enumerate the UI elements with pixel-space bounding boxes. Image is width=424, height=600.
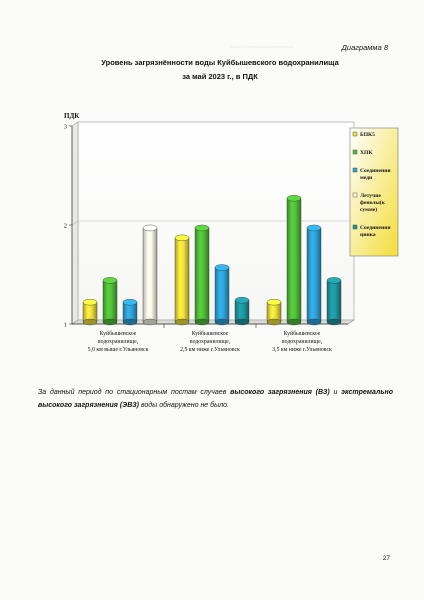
footnote-evz-term: экстремально высокого загрязнения (ЭВЗ) xyxy=(38,389,393,409)
bar-top xyxy=(83,299,97,305)
x-category-label: 3,5 км ниже г.Ульяновск xyxy=(272,347,332,353)
bar-хпк xyxy=(195,225,209,325)
y-tick-label: 2 xyxy=(63,222,67,230)
bar-base xyxy=(327,319,341,325)
footnote-part-2: и xyxy=(329,389,342,396)
bar-base xyxy=(143,319,157,325)
legend-label: сумме) xyxy=(360,207,378,213)
bar-body xyxy=(327,280,341,322)
bar-бпк5 xyxy=(175,235,189,325)
bar-body xyxy=(235,300,249,322)
bar-base xyxy=(83,319,97,325)
legend-label: ХПК xyxy=(360,150,373,156)
bar-body xyxy=(143,228,157,322)
footnote-paragraph xyxy=(38,386,393,412)
legend-label: фенолы(к xyxy=(360,200,385,206)
legend-swatch xyxy=(353,225,357,229)
x-category-label: водохранилище, xyxy=(281,339,323,345)
bar-top xyxy=(215,265,229,271)
bar-соединения-меди xyxy=(307,225,321,325)
diagram-number: Диаграмма 8 xyxy=(341,43,388,52)
y-tick-label: 1 xyxy=(63,321,67,329)
bar-top xyxy=(327,277,341,283)
legend-swatch xyxy=(353,193,357,197)
bar-хпк xyxy=(103,277,117,325)
bar-body xyxy=(215,268,229,322)
bar-top xyxy=(175,235,189,241)
x-category-label: водохранилище, xyxy=(97,339,139,345)
x-category-label: 2,5 км ниже г.Ульяновск xyxy=(180,347,240,353)
bar-соединения-меди xyxy=(215,265,229,325)
legend-swatch xyxy=(353,168,357,172)
bar-base xyxy=(195,319,209,325)
bar-base xyxy=(307,319,321,325)
bar-летучие-фенолы-к-сумме- xyxy=(143,225,157,325)
bar-бпк5 xyxy=(83,299,97,325)
bar-top xyxy=(103,277,117,283)
legend-label: Соединения xyxy=(360,168,391,174)
bar-top xyxy=(287,195,301,201)
legend-label: цинка xyxy=(360,232,376,238)
bar-top xyxy=(307,225,321,231)
bar-base xyxy=(175,319,189,325)
legend-label: Соединения xyxy=(360,225,391,231)
bar-base xyxy=(235,319,249,325)
bar-base xyxy=(215,319,229,325)
footnote-vz-term: высокого загрязнения (ВЗ) xyxy=(230,389,330,396)
bleed-through-text: ~~~~~~~~~~~~~~~~~~ xyxy=(230,45,294,51)
bar-base xyxy=(103,319,117,325)
bar-body xyxy=(287,198,301,322)
bar-соединения-цинка xyxy=(235,297,249,325)
x-category-label: водохранилище, xyxy=(189,339,231,345)
bar-body xyxy=(307,228,321,322)
bar-base xyxy=(267,319,281,325)
bar-top xyxy=(143,225,157,231)
bar-соединения-меди xyxy=(123,299,137,325)
x-category-label: Куйбышевское xyxy=(283,331,321,337)
bar-top xyxy=(195,225,209,231)
legend-swatch xyxy=(353,150,357,154)
bar-top xyxy=(235,297,249,303)
bar-хпк xyxy=(287,195,301,325)
y-tick-label: 3 xyxy=(63,123,67,131)
bar-body xyxy=(195,228,209,322)
legend-label: Летучие xyxy=(360,193,381,199)
bar-base xyxy=(123,319,137,325)
x-category-label: Куйбышевское xyxy=(191,331,229,337)
x-category-label: Куйбышевское xyxy=(99,331,137,337)
y-axis-label: ПДК xyxy=(64,112,80,120)
chart-subtitle: за май 2023 г., в ПДК xyxy=(182,72,258,81)
legend-swatch xyxy=(353,132,357,136)
bar-top xyxy=(123,299,137,305)
legend-label: меди xyxy=(360,175,373,181)
chart-title: Уровень загрязнённости воды Куйбышевского водохранилища xyxy=(101,58,339,67)
footnote-part-1: За данный период по стационарным постам случаев xyxy=(38,389,231,396)
legend-label: БПК5 xyxy=(360,132,375,138)
x-category-label: 5,0 км выше г.Ульяновск xyxy=(87,347,149,353)
footnote-part-3: воды обнаружено не было. xyxy=(138,402,230,409)
page-number: 27 xyxy=(382,555,390,562)
bar-body xyxy=(175,238,189,322)
bar-body xyxy=(103,280,117,322)
bar-top xyxy=(267,299,281,305)
bar-бпк5 xyxy=(267,299,281,325)
bar-base xyxy=(287,319,301,325)
bar-соединения-цинка xyxy=(327,277,341,325)
